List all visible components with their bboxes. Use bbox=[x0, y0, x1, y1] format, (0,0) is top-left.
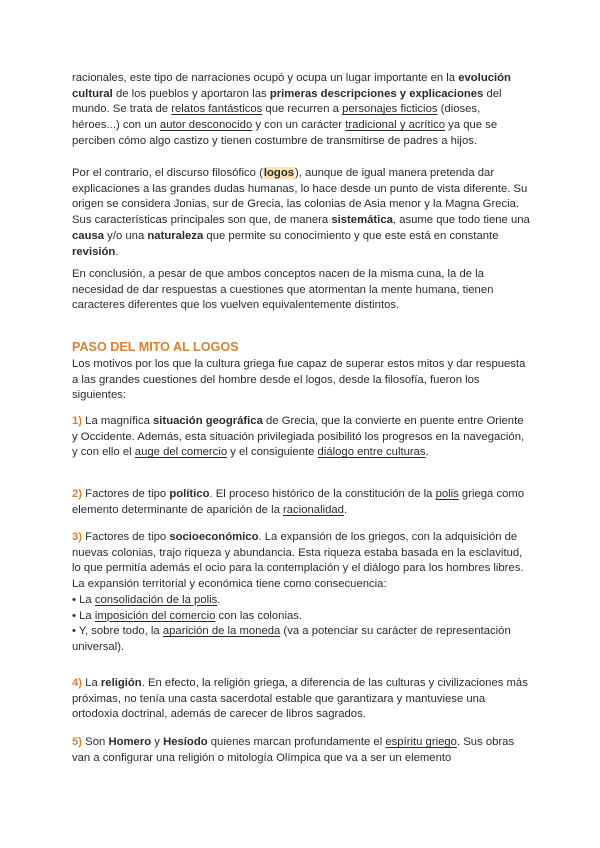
underlined-term: personajes ficticios bbox=[342, 103, 438, 116]
underlined-term: espíritu griego bbox=[385, 736, 457, 748]
text-run: (dioses, héroes...) con un bbox=[72, 103, 481, 132]
item-number: 3) bbox=[72, 531, 83, 543]
text-run: Factores de tipo bbox=[82, 488, 170, 500]
underlined-term: racionalidad bbox=[283, 503, 344, 516]
text-run: ya que se perciben cómo algo castizo y tienen costumbre de transmitirse de padres a hijos. bbox=[72, 119, 498, 147]
bold-term: Homero bbox=[108, 736, 152, 748]
item-number: 5) bbox=[72, 736, 83, 748]
item-number: 1) bbox=[72, 415, 83, 427]
text-run: . bbox=[217, 593, 221, 606]
bullet-text: • Y, sobre todo, la bbox=[72, 625, 163, 638]
text-run: . bbox=[425, 446, 429, 459]
text-run: La magnífica bbox=[82, 415, 154, 427]
text-run: ), aunque de igual manera pretenda dar explicaciones a las grandes dudas humanas, lo hace desde un punto de vista diferente. Su origen se considera Jonias, sur de Grecia, las colonias de Asia menor y la Magna Grecia. Sus características principales son que, de manera bbox=[72, 167, 528, 227]
underlined-term: auge del comercio bbox=[134, 446, 228, 459]
list-item-4 bbox=[72, 676, 530, 723]
section-heading: PASO DEL MITO AL LOGOS bbox=[72, 340, 239, 354]
bold-term: primeras descripciones y explicaciones bbox=[269, 87, 484, 100]
text-run: . Sus obras van a configurar una religión o mitología Olímpica que va a ser un elemento bbox=[72, 736, 515, 764]
bold-term: sistemática bbox=[331, 214, 393, 227]
paragraph-motivos: Los motivos por los que la cultura griega fue capaz de superar estos mitos y dar respuesta a las grandes cuestiones del hombre desde el logos, desde la filosofía, fueron los siguientes: bbox=[72, 358, 526, 402]
bullet-text: • La bbox=[72, 593, 95, 606]
text-run: que recurren a bbox=[262, 103, 343, 116]
underlined-term: consolidación de la polis bbox=[94, 593, 218, 606]
text-run: . En efecto, la religión griega, a diferencia de las culturas y civilizaciones más próximas, no tenía una casta sacerdotal estable que garantizara y mantuviese una ortodoxia doctrinal, además de carecer de libros sagrados. bbox=[72, 677, 528, 721]
text-run: Son bbox=[82, 736, 109, 748]
underlined-term: polis bbox=[435, 488, 459, 500]
text-run: griega como elemento determinante de aparición de la bbox=[72, 488, 525, 516]
text-run: Por el contrario, el discurso filosófico ( bbox=[72, 167, 263, 179]
text-run: . bbox=[115, 245, 119, 258]
list-item-5 bbox=[72, 735, 530, 766]
bold-term: Hesíodo bbox=[163, 736, 208, 748]
text-run: . bbox=[343, 503, 348, 516]
bold-term: religión bbox=[100, 677, 142, 689]
underlined-term: aparición de la moneda bbox=[162, 625, 281, 638]
text-run: racionales, este tipo de narraciones ocupó y ocupa un lugar importante en la bbox=[72, 72, 459, 84]
bold-term: situación geográfica bbox=[153, 415, 263, 427]
list-item-3 bbox=[72, 530, 530, 656]
item-number: 4) bbox=[72, 677, 83, 689]
text-run: (va a potenciar su carácter de representación universal). bbox=[72, 625, 511, 653]
underlined-term: tradicional y acrítico bbox=[345, 119, 446, 132]
text-run: La bbox=[82, 677, 101, 689]
paragraph-conclusion: En conclusión, a pesar de que ambos conceptos nacen de la misma cuna, la de la necesidad de dar respuestas a cuestiones que atormentan la mente humana, tienen caracteres diferentes que los vuelven equivalentemente distintos. bbox=[72, 268, 494, 312]
text-run: y con un carácter bbox=[252, 119, 346, 132]
bullet-text: • La bbox=[72, 609, 95, 622]
highlighted-term: logos bbox=[263, 167, 294, 179]
text-run: quienes marcan profundamente el bbox=[207, 736, 386, 748]
text-run: . La expansión de los griegos, con la adquisición de nuevas colonias, trajo riqueza y abundancia. Esta riqueza estaba basada en la esclavitud, lo que permitía además el ocio para la contemplación y el diálogo para los hombres libres. La expansión territorial y económica tiene como consecuencia: bbox=[72, 531, 524, 591]
text-run: , asume que todo tiene una bbox=[392, 214, 530, 227]
text-run: de Grecia, que la convierte en puente entre Oriente y Occidente. Además, esta situación privilegiada posibilitó los progresos en la navegación, y con ello el bbox=[72, 415, 525, 459]
bold-term: socioeconómico bbox=[169, 531, 259, 543]
text-run: y/o una bbox=[104, 229, 148, 242]
list-item-2 bbox=[72, 487, 530, 518]
text-run: que permite su conocimiento y que este está en constante bbox=[203, 229, 499, 242]
text-run: y bbox=[151, 736, 164, 748]
bold-term: naturaleza bbox=[147, 229, 204, 242]
text-run: . El proceso histórico de la constitución de la bbox=[209, 488, 436, 500]
text-run: del mundo. Se trata de bbox=[72, 87, 502, 116]
bold-term: evolución cultural bbox=[72, 72, 511, 100]
item-number: 2) bbox=[72, 488, 83, 500]
bold-term: revisión bbox=[72, 245, 116, 258]
text-run: Factores de tipo bbox=[82, 531, 170, 543]
paragraph-mythos-continued bbox=[72, 71, 530, 150]
underlined-term: autor desconocido bbox=[159, 119, 253, 132]
bold-term: causa bbox=[72, 229, 105, 242]
underlined-term: imposición del comercio bbox=[94, 609, 216, 622]
underlined-term: diálogo entre culturas bbox=[317, 446, 426, 459]
bold-term: político bbox=[169, 488, 210, 500]
list-item-1 bbox=[72, 414, 530, 461]
text-run: y el consiguiente bbox=[227, 446, 318, 459]
text-run: de los pueblos y aportaron las bbox=[112, 87, 270, 100]
text-run: con las colonias. bbox=[215, 609, 303, 622]
paragraph-logos bbox=[72, 166, 530, 260]
underlined-term: relatos fantásticos bbox=[171, 103, 263, 116]
